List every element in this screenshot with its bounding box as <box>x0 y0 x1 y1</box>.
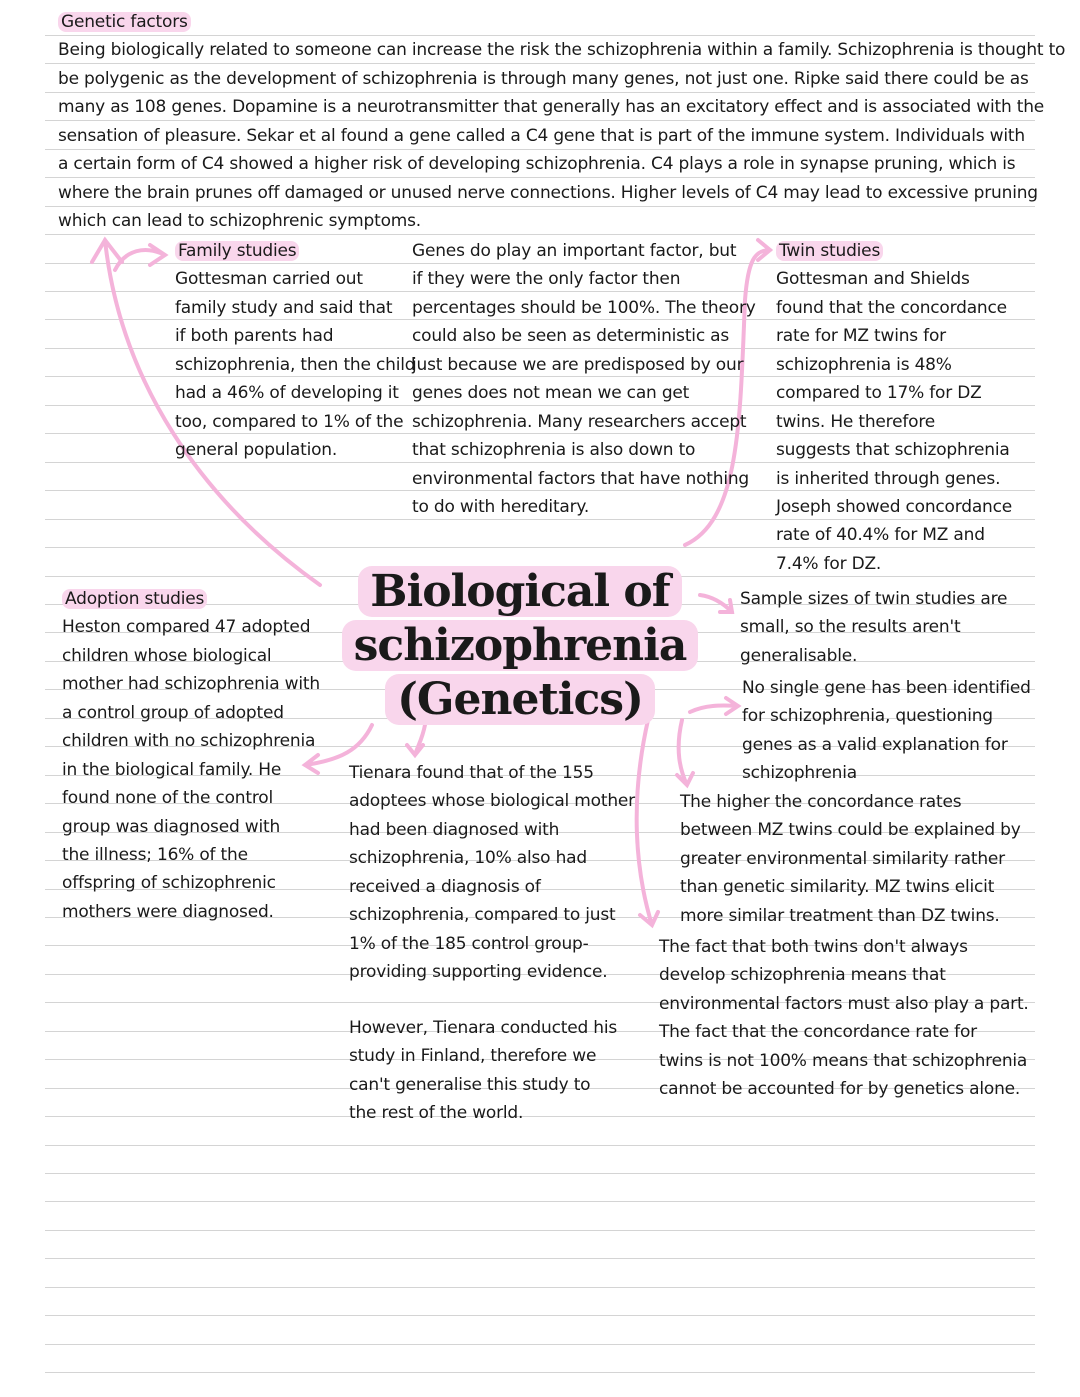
text-line: twins. He therefore <box>776 411 936 432</box>
text-line: small, so the results aren't <box>740 617 961 638</box>
text-line: children whose biological <box>62 645 272 666</box>
text-line: is inherited through genes. <box>776 468 1001 489</box>
text-line: children with no schizophrenia <box>62 731 316 752</box>
text-line: sensation of pleasure. Sekar et al found a gene called a C4 gene that is part of the immune system. Individuals with <box>58 125 1025 146</box>
genes-evaluation-section <box>412 237 756 521</box>
text-line: percentages should be 100%. The theory <box>412 297 756 318</box>
text-line: than genetic similarity. MZ twins elicit <box>680 877 995 898</box>
text-line: adoptees whose biological mother <box>349 791 635 812</box>
text-line: found none of the control <box>62 788 273 809</box>
arrow-to-not-100 <box>637 720 658 925</box>
text-line: if they were the only factor then <box>412 269 681 290</box>
text-line: schizophrenia is 48% <box>776 354 952 375</box>
text-line: genes as a valid explanation for <box>742 734 1008 755</box>
text-line: generalisable. <box>740 645 858 666</box>
text-line: to do with hereditary. <box>412 496 590 517</box>
text-line: too, compared to 1% of the <box>175 411 404 432</box>
text-line: develop schizophrenia means that <box>659 965 946 986</box>
text-line: providing supporting evidence. <box>349 962 608 983</box>
text-line: Genes do play an important factor, but <box>412 241 737 261</box>
text-line: a control group of adopted <box>62 702 284 723</box>
text-line: 1% of the 185 control group- <box>349 933 589 954</box>
title-line: schizophrenia <box>342 620 699 671</box>
text-line: can't generalise this study to <box>349 1074 591 1095</box>
section-heading: Adoption studies <box>62 589 207 609</box>
arrow-to-tienara <box>407 725 425 755</box>
text-line: mothers were diagnosed. <box>62 901 274 922</box>
text-line: greater environmental similarity rather <box>680 848 1005 869</box>
text-line: Sample sizes of twin studies are <box>740 589 1008 609</box>
section-heading: Genetic factors <box>58 12 191 32</box>
text-line: the rest of the world. <box>349 1103 524 1124</box>
text-line: Tienara found that of the 155 <box>349 763 594 783</box>
text-line: just because we are predisposed by our <box>412 354 744 375</box>
text-line: could also be seen as deterministic as <box>412 326 730 347</box>
text-line: The fact that the concordance rate for <box>659 1022 977 1043</box>
text-line: schizophrenia, compared to just <box>349 905 616 926</box>
section-heading: Family studies <box>175 241 299 261</box>
family-studies-section <box>175 237 415 465</box>
text-line: schizophrenia <box>742 763 857 784</box>
page-title <box>330 565 710 727</box>
text-line: The higher the concordance rates <box>680 792 962 812</box>
text-line: general population. <box>175 440 338 461</box>
text-line: study in Finland, therefore we <box>349 1046 597 1067</box>
text-line: Being biologically related to someone can increase the risk the schizophrenia within a family. Schizophrenia is thought to <box>58 40 1066 61</box>
sample-sizes-section <box>740 585 1007 670</box>
arrow-to-concordance-env <box>677 720 693 785</box>
text-line: that schizophrenia is also down to <box>412 440 696 461</box>
text-line: where the brain prunes off damaged or unused nerve connections. Higher levels of C4 may lead to excessive pruning <box>58 182 1038 203</box>
text-line: had a 46% of developing it <box>175 383 399 404</box>
text-line: rate for MZ twins for <box>776 326 946 347</box>
text-line: group was diagnosed with <box>62 816 281 837</box>
text-line: compared to 17% for DZ <box>776 383 982 404</box>
text-line: schizophrenia. Many researchers accept <box>412 411 747 432</box>
text-line: which can lead to schizophrenic symptoms. <box>58 211 422 232</box>
arrow-to-family-studies <box>115 245 165 270</box>
text-line: had been diagnosed with <box>349 819 560 840</box>
tienara-evaluation-section <box>349 1014 617 1128</box>
title-line: Biological of <box>358 566 681 617</box>
text-line: for schizophrenia, questioning <box>742 706 993 727</box>
text-line: family study and said that <box>175 297 393 318</box>
text-line: 7.4% for DZ. <box>776 553 882 574</box>
text-line: many as 108 genes. Dopamine is a neurotransmitter that generally has an excitatory effect and is associated with the <box>58 97 1045 118</box>
text-line: The fact that both twins don't always <box>659 937 968 957</box>
text-line: Heston compared 47 adopted <box>62 617 311 638</box>
text-line: mother had schizophrenia with <box>62 674 320 695</box>
text-line: However, Tienara conducted his <box>349 1018 618 1038</box>
genetic-factors-section <box>58 8 1065 236</box>
twin-studies-section <box>776 237 1012 578</box>
text-line: suggests that schizophrenia <box>776 440 1010 461</box>
title-line: (Genetics) <box>385 674 655 725</box>
text-line: schizophrenia, 10% also had <box>349 848 587 869</box>
not-100-percent-section <box>659 933 1029 1104</box>
text-line: twins is not 100% means that schizophrenia <box>659 1050 1028 1071</box>
text-line: Gottesman and Shields <box>776 269 970 290</box>
text-line: No single gene has been identified <box>742 678 1031 698</box>
text-line: be polygenic as the development of schizophrenia is through many genes, not just one. Ripke said there could be as <box>58 68 1029 89</box>
text-line: a certain form of C4 showed a higher risk of developing schizophrenia. C4 plays a role in synapse pruning, which is <box>58 154 1016 175</box>
text-line: genes does not mean we can get <box>412 383 690 404</box>
text-line: environmental factors must also play a part. <box>659 993 1029 1014</box>
tienara-section <box>349 759 635 987</box>
text-line: received a diagnosis of <box>349 876 541 897</box>
text-line: more similar treatment than DZ twins. <box>680 905 1000 926</box>
text-line: schizophrenia, then the child <box>175 354 416 375</box>
text-line: the illness; 16% of the <box>62 844 248 865</box>
text-line: Joseph showed concordance <box>776 496 1013 517</box>
section-heading: Twin studies <box>776 241 883 261</box>
text-line: Gottesman carried out <box>175 269 363 290</box>
text-line: environmental factors that have nothing <box>412 468 750 489</box>
text-line: cannot be accounted for by genetics alone. <box>659 1079 1021 1100</box>
adoption-studies-section <box>62 585 320 926</box>
text-line: if both parents had <box>175 326 334 347</box>
text-line: rate of 40.4% for MZ and <box>776 525 985 546</box>
text-line: offspring of schizophrenic <box>62 873 276 894</box>
text-line: between MZ twins could be explained by <box>680 820 1021 841</box>
text-line: in the biological family. He <box>62 759 282 780</box>
concordance-environment-section <box>680 788 1021 930</box>
text-line: found that the concordance <box>776 297 1007 318</box>
no-single-gene-section <box>742 674 1031 788</box>
